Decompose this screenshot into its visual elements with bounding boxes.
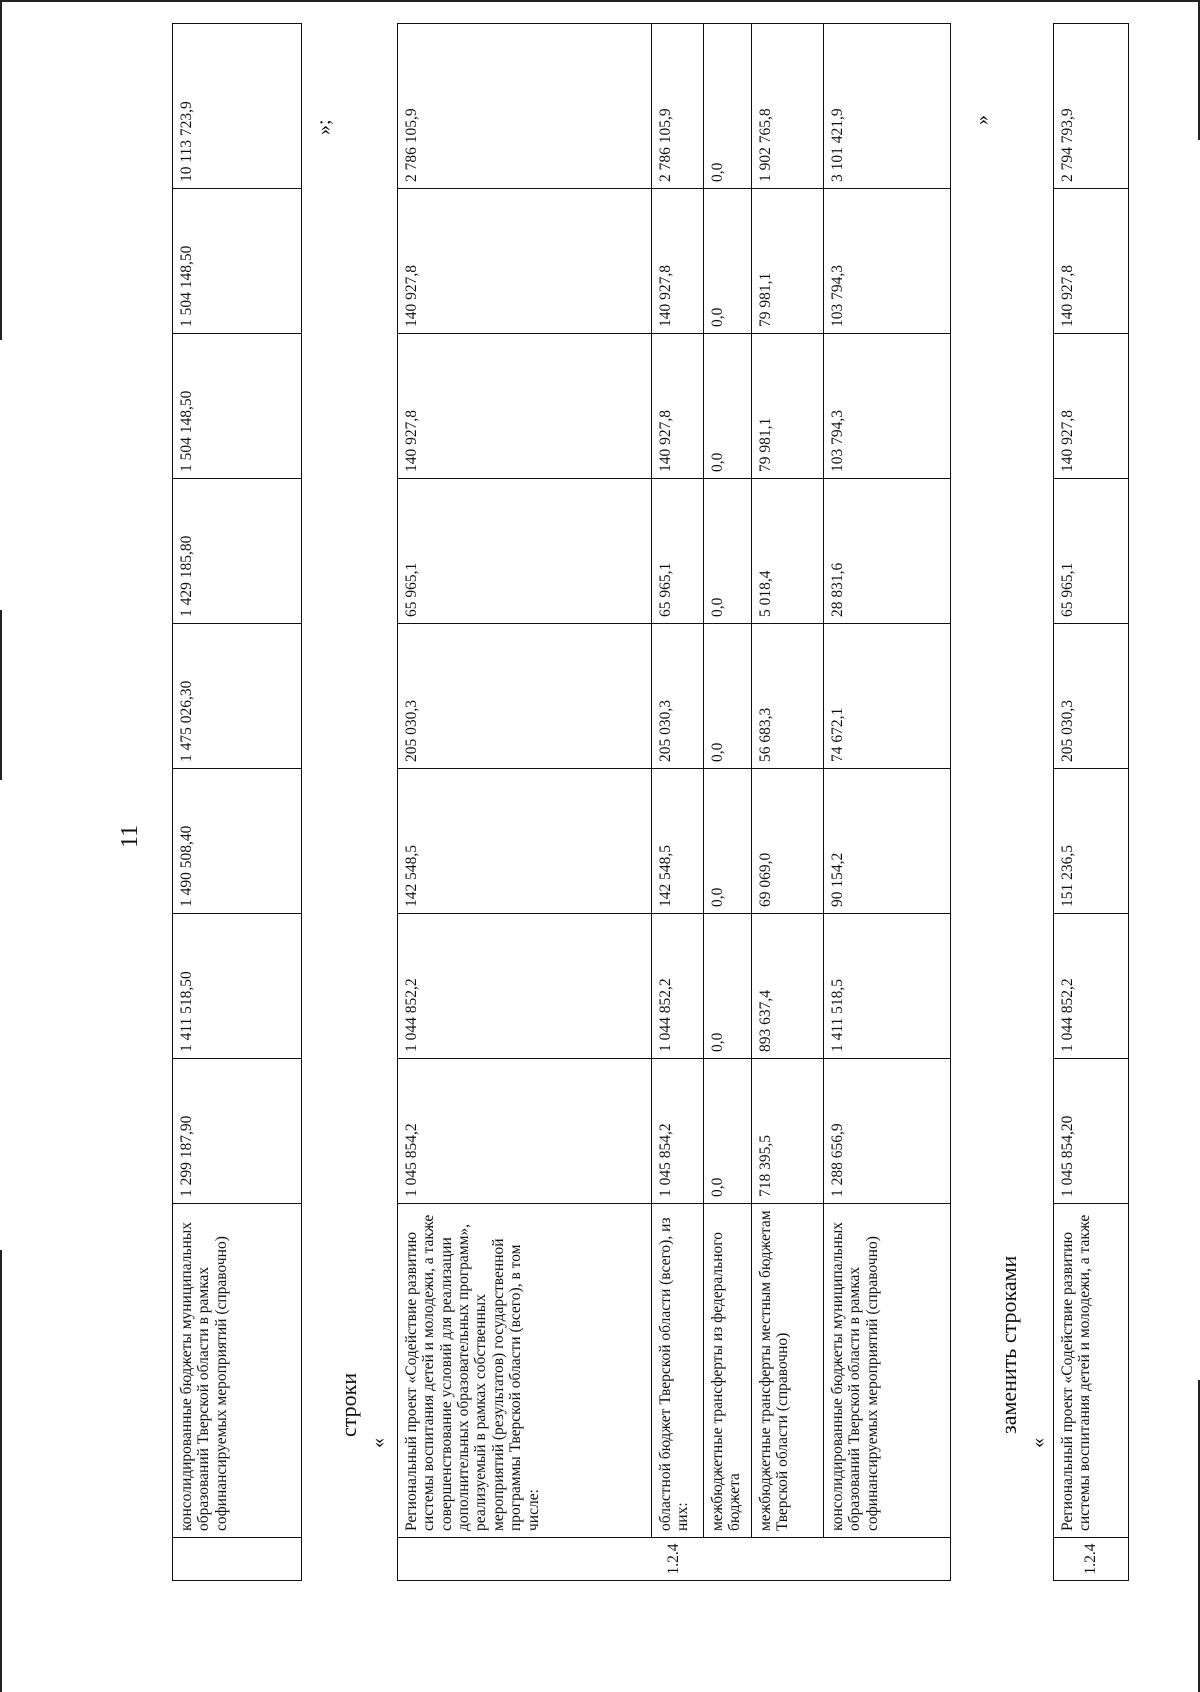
total-cell: 0,0 (704, 24, 752, 189)
value-cell: 142 548,5 (652, 769, 704, 914)
value-cell: 5 018,4 (752, 479, 824, 624)
value-cell: 1 299 187,90 (173, 1059, 302, 1204)
value-cell: 90 154,2 (824, 769, 951, 914)
table-row (824, 24, 951, 1581)
value-cell: 1 429 185,80 (173, 479, 302, 624)
new-lines-table (1053, 23, 1129, 1581)
value-cell: 74 672,1 (824, 624, 951, 769)
value-cell: 1 288 656,9 (824, 1059, 951, 1204)
value-cell: 65 965,1 (398, 479, 652, 624)
table-row (752, 24, 824, 1581)
value-cell: 1 411 518,50 (173, 914, 302, 1059)
total-cell: 2 786 105,9 (652, 24, 704, 189)
total-cell: 1 902 765,8 (752, 24, 824, 189)
table-row (173, 24, 302, 1581)
row-description: областной бюджет Тверской области (всего), из них: (652, 1204, 704, 1538)
row-description: межбюджетные трансферты местным бюджетам Тверской области (справочно) (752, 1204, 824, 1538)
value-cell: 0,0 (704, 479, 752, 624)
value-cell: 0,0 (704, 914, 752, 1059)
value-cell: 56 683,3 (752, 624, 824, 769)
value-cell: 140 927,8 (652, 334, 704, 479)
row-code-cell (173, 1538, 302, 1581)
row-code-cell: 1.2.4 (1054, 1538, 1129, 1581)
value-cell: 1 045 854,2 (398, 1059, 652, 1204)
total-cell: 2 794 793,9 (1054, 24, 1129, 189)
row-description: консолидированные бюджеты муниципальных образований Тверской области в рамках софинансируемых мероприятий (справочно) (173, 1204, 302, 1538)
value-cell: 142 548,5 (398, 769, 652, 914)
value-cell: 205 030,3 (1054, 624, 1129, 769)
row-description: межбюджетные трансферты из федерального бюджета (704, 1204, 752, 1538)
row-description: Региональный проект «Содействие развитию системы воспитания детей и молодежи, а также совершенствование условий для реализации дополнительных образовательных программ», реализуемый в рамках собственных мероприятий (результатов) государственной программы Тверской области (всего), в том числе: (398, 1204, 652, 1538)
value-cell: 1 504 148,50 (173, 334, 302, 479)
value-cell: 0,0 (704, 334, 752, 479)
value-cell: 140 927,8 (398, 189, 652, 334)
value-cell: 65 965,1 (1054, 479, 1129, 624)
continuation-table (172, 23, 302, 1581)
value-cell: 140 927,8 (1054, 334, 1129, 479)
value-cell: 893 637,4 (752, 914, 824, 1059)
closing-quote-mark: » (971, 115, 993, 125)
value-cell: 103 794,3 (824, 334, 951, 479)
value-cell: 1 044 852,2 (1054, 914, 1129, 1059)
page-number: 11 (117, 824, 143, 848)
section-label-lines: строки (336, 1372, 361, 1437)
value-cell: 205 030,3 (398, 624, 652, 769)
value-cell: 0,0 (704, 189, 752, 334)
value-cell: 1 490 508,40 (173, 769, 302, 914)
opening-quote-mark: « (367, 1438, 389, 1448)
row-code-cell: 1.2.4 (398, 1538, 951, 1581)
table-row (398, 24, 652, 1581)
value-cell: 103 794,3 (824, 189, 951, 334)
row-description: Региональный проект «Содействие развитию системы воспитания детей и молодежи, а также (1054, 1204, 1129, 1538)
value-cell: 1 475 026,30 (173, 624, 302, 769)
value-cell: 65 965,1 (652, 479, 704, 624)
value-cell: 0,0 (704, 769, 752, 914)
closing-quote-mark: »; (313, 119, 335, 135)
total-cell: 3 101 421,9 (824, 24, 951, 189)
old-lines-table (397, 23, 951, 1581)
value-cell: 140 927,8 (652, 189, 704, 334)
opening-quote-mark: « (1027, 1438, 1049, 1448)
value-cell: 1 044 852,2 (398, 914, 652, 1059)
value-cell: 140 927,8 (398, 334, 652, 479)
value-cell: 718 395,5 (752, 1059, 824, 1204)
value-cell: 1 504 148,50 (173, 189, 302, 334)
row-description: консолидированные бюджеты муниципальных образований Тверской области в рамках софинансируемых мероприятий (справочно) (824, 1204, 951, 1538)
value-cell: 1 045 854,2 (652, 1059, 704, 1204)
total-cell: 2 786 105,9 (398, 24, 652, 189)
value-cell: 79 981,1 (752, 334, 824, 479)
value-cell: 69 069,0 (752, 769, 824, 914)
section-label-replace: заменить строками (996, 1255, 1021, 1434)
value-cell: 28 831,6 (824, 479, 951, 624)
table-row (652, 24, 704, 1581)
table-row (704, 24, 752, 1581)
value-cell: 205 030,3 (652, 624, 704, 769)
value-cell: 1 411 518,5 (824, 914, 951, 1059)
value-cell: 1 045 854,20 (1054, 1059, 1129, 1204)
value-cell: 140 927,8 (1054, 189, 1129, 334)
value-cell: 79 981,1 (752, 189, 824, 334)
table-row (1054, 24, 1129, 1581)
value-cell: 1 044 852,2 (652, 914, 704, 1059)
value-cell: 0,0 (704, 1059, 752, 1204)
value-cell: 0,0 (704, 624, 752, 769)
value-cell: 151 236,5 (1054, 769, 1129, 914)
total-cell: 10 113 723,9 (173, 24, 302, 189)
